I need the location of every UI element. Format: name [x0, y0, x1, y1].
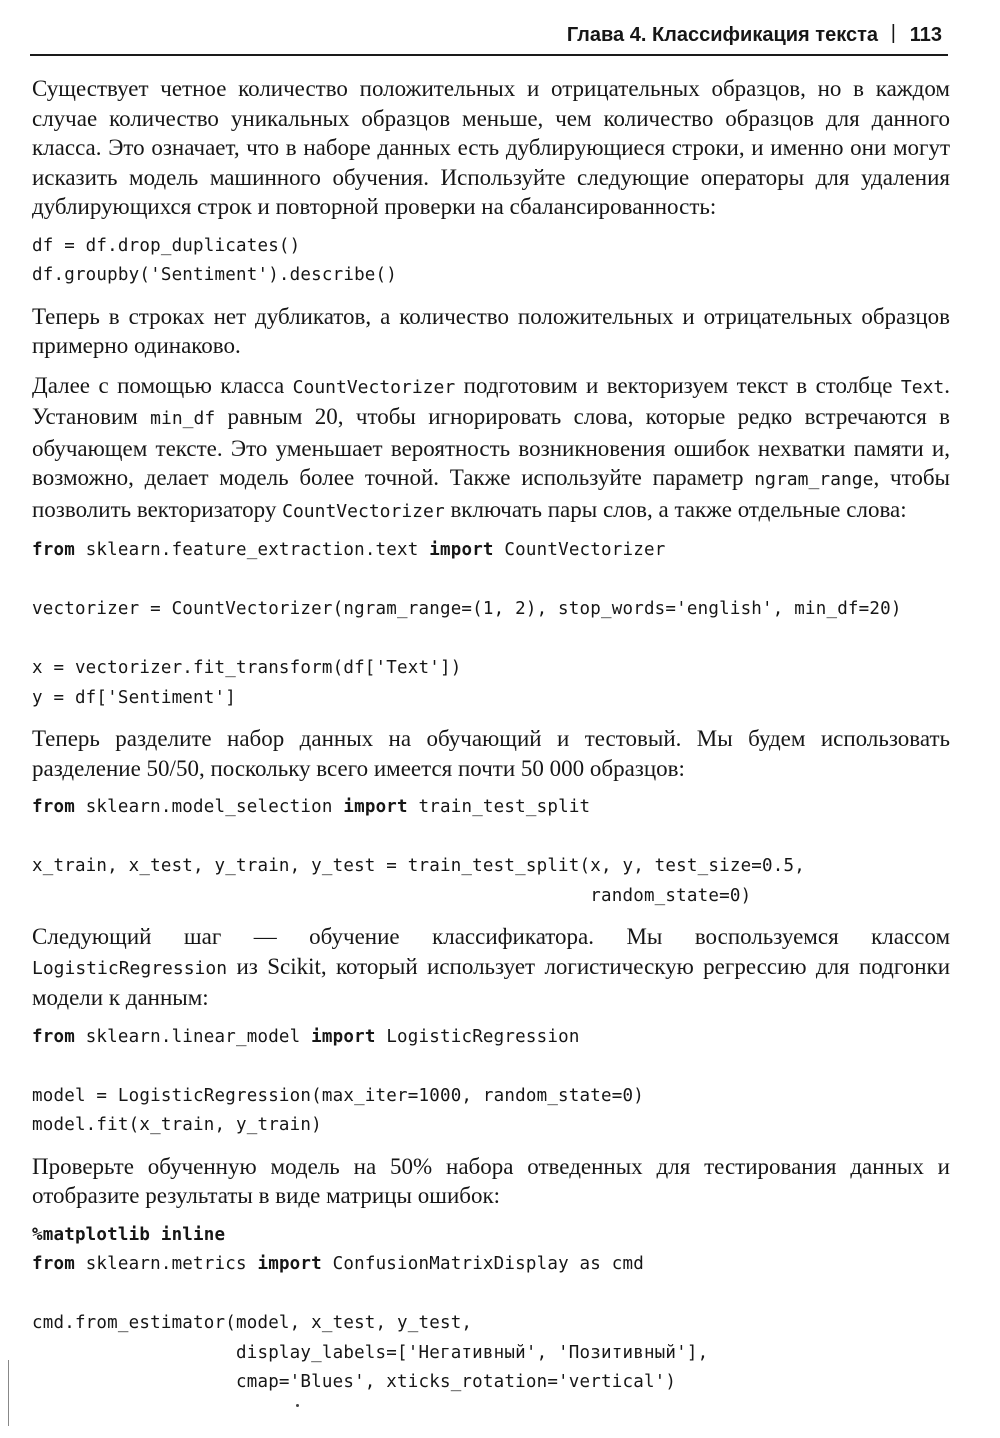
- keyword: from: [32, 797, 75, 817]
- keyword: import: [311, 1026, 376, 1047]
- keyword: import: [257, 1254, 322, 1274]
- inline-code: CountVectorizer: [282, 500, 445, 522]
- code-text: LogisticRegression model = LogisticRegression(max_iter=1000, random_state=0) model.fit(x_train, y_train): [32, 1026, 644, 1135]
- keyword: from: [32, 1026, 75, 1047]
- inline-code: CountVectorizer: [292, 376, 456, 398]
- text: подготовим и векторизуем текст в столбце: [455, 372, 901, 398]
- paragraph-duplicates: Существует четное количество положительных и отрицательных образцов, но в каждом случае количество уникальных образцов меньше, чем количество образцов для данного класса. Это означает, что в наборе данных есть дублирующиеся строки, и именно они могут исказить модель машинного обучения. Используйте следующие операторы для удаления дублирующихся строк и повторной проверки на сбалансированность:: [32, 76, 950, 219]
- inline-code: Text: [900, 376, 945, 398]
- code-block-drop-duplicates: df = df.drop_duplicates() df.groupby('Sentiment').describe(): [32, 235, 398, 285]
- paragraph-evaluate: Проверьте обученную модель на 50% набора отведенных для тестирования данных и отобразите результаты в виде матрицы ошибок:: [32, 1153, 950, 1208]
- code-block-vectorizer: [32, 536, 950, 713]
- text: . Установим: [32, 372, 950, 429]
- inline-code: min_df: [150, 408, 216, 429]
- code-text: sklearn.metrics: [74, 1254, 258, 1274]
- text: из Scikit, который использует логистическую регрессию для подгонки модели к данным:: [32, 953, 950, 1010]
- chapter-title: Глава 4. Классификация текста: [566, 24, 878, 46]
- text: Следующий шаг — обучение классификатора. Мы воспользуемся классом: [32, 924, 950, 949]
- code-text: sklearn.feature_extraction.text: [74, 540, 430, 560]
- page-number: 113: [909, 24, 942, 46]
- code-block-model: [32, 1023, 950, 1141]
- scan-margin-line: [8, 1360, 11, 1426]
- code-text: train_test_split x_train, x_test, y_train, y_test = train_test_split(x, y, test_size=0.5, random_state=0): [32, 797, 805, 906]
- paragraph-vectorizer: [32, 371, 950, 527]
- code-text: sklearn.model_selection: [74, 797, 344, 817]
- code-text: ConfusionMatrixDisplay as cmd cmd.from_estimator(model, x_test, y_test, display_labels=['Негативный', 'Позитивный'], cmap='Blues', xticks_rotation='vertical'): [32, 1254, 709, 1392]
- keyword: import: [343, 797, 408, 817]
- text: включать пары слов, а также отдельные слова:: [444, 496, 907, 522]
- code-block-confusion-matrix: [32, 1221, 950, 1398]
- text: , чтобы позволить векторизатору: [32, 465, 950, 522]
- paragraph-split: Теперь разделите набор данных на обучающий и тестовый. Мы будем использовать разделение 50/50, поскольку всего имеется почти 50 000 образцов:: [32, 726, 950, 781]
- keyword: from: [32, 1254, 75, 1274]
- paragraph-no-duplicates: Теперь в строках нет дубликатов, а количество положительных и отрицательных образцов примерно одинаково.: [32, 303, 950, 358]
- running-header: [30, 20, 948, 56]
- keyword: import: [429, 540, 494, 560]
- text: равным 20, чтобы игнорировать слова, которые редко встречаются в обучающем тексте. Это уменьшает вероятность возникновения ошибок нехватки памяти и, возможно, делает модель более точной. Также используйте параметр: [32, 404, 950, 490]
- code-text: sklearn.linear_model: [74, 1026, 312, 1047]
- inline-code: LogisticRegression: [32, 957, 228, 979]
- header-separator: |: [890, 22, 896, 44]
- page-body: [32, 74, 950, 1409]
- keyword: from: [32, 540, 75, 560]
- paragraph-classifier: [32, 922, 950, 1013]
- magic-command: %matplotlib inline: [32, 1224, 226, 1245]
- code-block-split: [32, 793, 950, 911]
- text: Далее с помощью класса: [32, 372, 293, 398]
- inline-code: ngram_range: [754, 469, 874, 490]
- code-text: CountVectorizer vectorizer = CountVectorizer(ngram_range=(1, 2), stop_words='english', min_df=20) x = vectorizer.fit_transform(df['Text']) y = df['Sentiment']: [32, 540, 902, 708]
- scan-speck: [296, 1404, 299, 1407]
